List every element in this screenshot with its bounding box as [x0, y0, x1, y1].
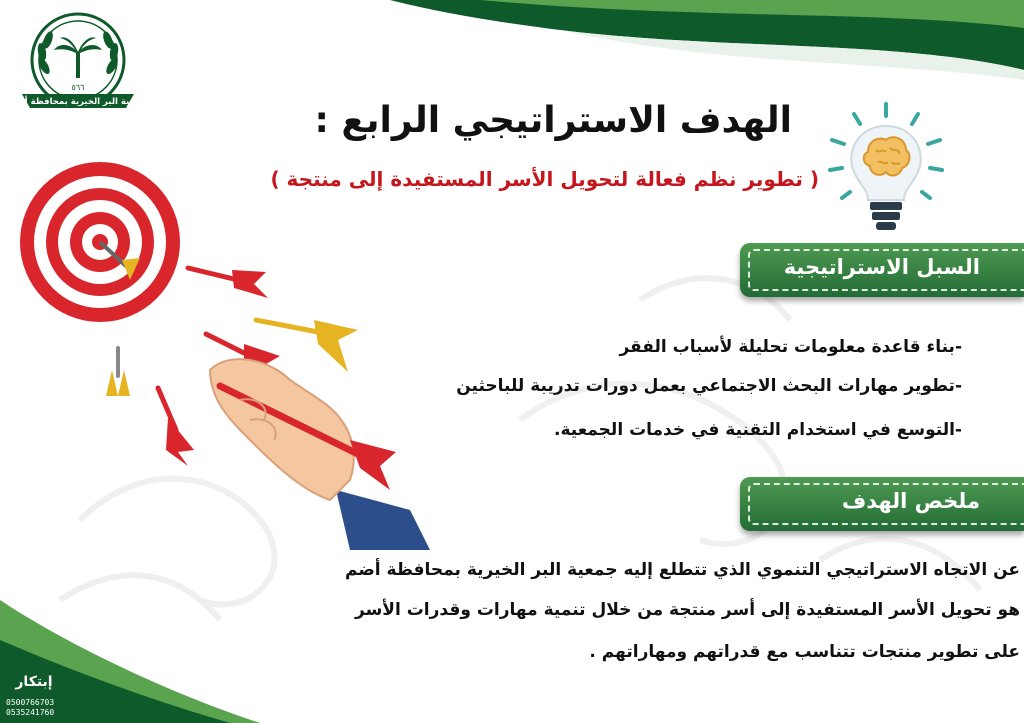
hand-holding-dart-illustration: [200, 340, 440, 550]
strategies-heading: السبل الاستراتيجية: [783, 255, 980, 279]
logo-seal-text: جمعية البر الخيرية بمحافظة أضم: [9, 97, 147, 107]
strategy-item: -تطوير مهارات البحث الاجتماعي بعمل دورات تدريبة للباحثين: [456, 376, 962, 396]
summary-line: على تطوير منتجات تتناسب مع قدراتهم ومهاراتهم .: [589, 642, 1020, 662]
lightbulb-brain-icon: [824, 100, 948, 240]
page-title: الهدف الاستراتيجي الرابع :: [314, 100, 792, 141]
signature-phone: 0500766703: [6, 698, 55, 707]
strategy-item: -التوسع في استخدام التقنية في خدمات الجمعية.: [553, 420, 962, 440]
page-subtitle: ( تطوير نظم فعالة لتحويل الأسر المستفيدة إلى منتجة ): [270, 167, 819, 191]
summary-heading: ملخص الهدف: [841, 489, 980, 513]
dart-icon: [188, 268, 268, 298]
summary-line: عن الاتجاه الاستراتيجي التنموي الذي تتطلع إليه جمعية البر الخيرية بمحافظة أضم: [345, 560, 1020, 580]
strategy-item: -بناء قاعدة معلومات تحليلة لأسباب الفقر: [619, 337, 962, 357]
signature-phone: 0535241760: [6, 708, 55, 717]
summary-banner: [740, 477, 1024, 531]
dart-icon: [106, 348, 130, 396]
signature-name: إبتكار: [15, 674, 53, 690]
dart-icon: [158, 388, 194, 466]
organization-logo: [8, 8, 148, 126]
summary-line: هو تحويل الأسر المستفيدة إلى أسر منتجة من خلال تنمية مهارات وقدرات الأسر: [355, 600, 1020, 620]
designer-signature: [6, 672, 76, 722]
palm-seal-icon: [8, 8, 148, 126]
strategies-banner: [740, 243, 1024, 297]
logo-seal-number: ٥٦٦: [71, 83, 85, 92]
